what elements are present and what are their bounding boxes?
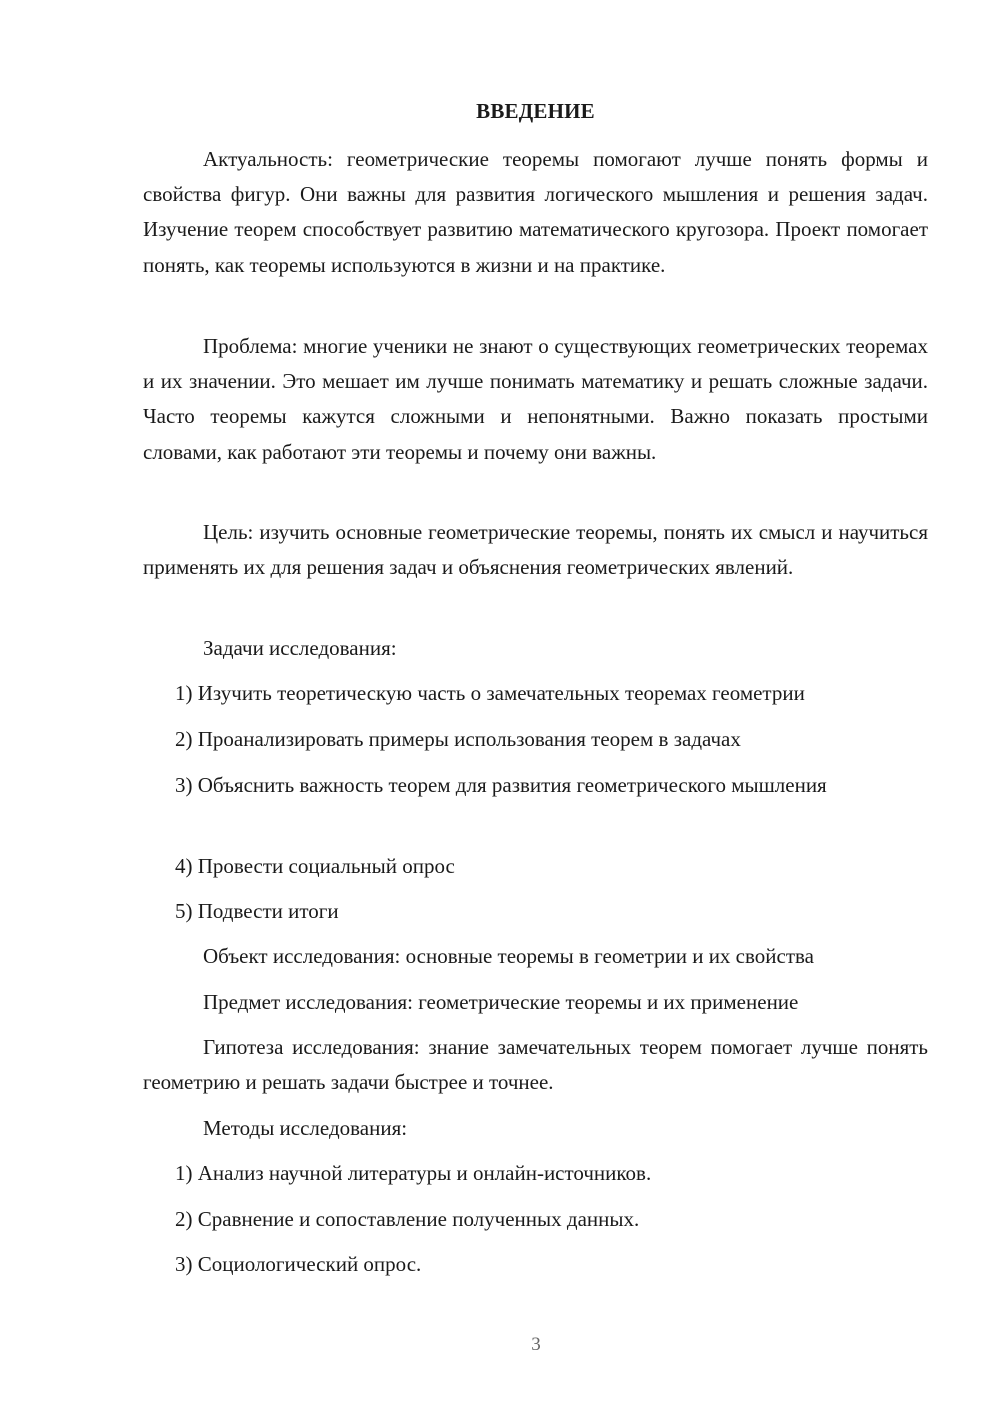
tasks-heading: Задачи исследования:: [203, 636, 397, 660]
page-title: ВВЕДЕНИЕ: [476, 99, 595, 123]
method-item: 3) Социологический опрос.: [175, 1252, 422, 1276]
method-item: 1) Анализ научной литературы и онлайн-источников.: [175, 1161, 652, 1185]
page-number: 3: [531, 1334, 541, 1355]
task-item: 5) Подвести итоги: [175, 899, 339, 923]
task-item: 4) Провести социальный опрос: [175, 854, 455, 878]
problem-paragraph: Проблема: многие ученики не знают о существующих геометрических теоремах и их значении. Это мешает им лучше понимать математику и решать сложные задачи. Часто теоремы кажутся сложными и непонятными. Важно показать простыми словами, как работают эти теоремы и почему они важны.: [143, 334, 928, 464]
goal-paragraph: Цель: изучить основные геометрические теоремы, понять их смысл и научиться применять их для решения задач и объяснения геометрических явлений.: [143, 520, 928, 580]
hypothesis-paragraph: Гипотеза исследования: знание замечательных теорем помогает лучше понять геометрию и решать задачи быстрее и точнее.: [143, 1035, 928, 1095]
task-item: 1) Изучить теоретическую часть о замечательных теоремах геометрии: [175, 681, 805, 705]
task-item: 2) Проанализировать примеры использования теорем в задачах: [175, 727, 741, 751]
methods-heading: Методы исследования:: [203, 1116, 408, 1140]
task-item: 3) Объяснить важность теорем для развития геометрического мышления: [175, 773, 827, 797]
object-paragraph: Объект исследования: основные теоремы в геометрии и их свойства: [203, 944, 814, 968]
method-item: 2) Сравнение и сопоставление полученных данных.: [175, 1207, 640, 1231]
subject-paragraph: Предмет исследования: геометрические теоремы и их применение: [203, 990, 799, 1014]
relevance-paragraph: Актуальность: геометрические теоремы помогают лучше понять формы и свойства фигур. Они важны для развития логического мышления и решения задач. Изучение теорем способствует развитию математического кругозора. Проект помогает понять, как теоремы используются в жизни и на практике.: [143, 147, 928, 277]
